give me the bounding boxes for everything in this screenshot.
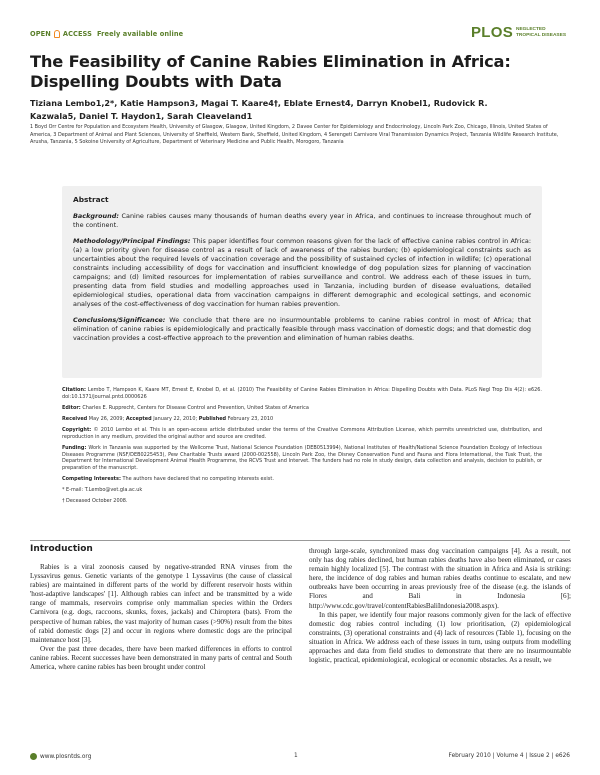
intro-paragraph-2: Over the past three decades, there have been marked differences in efforts to control canine rabies. Recent successes have been demonstrated in many parts of central and South America, where canine rabies has been brought under control <box>30 644 292 672</box>
article-title: The Feasibility of Canine Rabies Elimination in Africa: Dispelling Doubts with Data <box>30 52 511 91</box>
background-label: Background: <box>73 212 119 220</box>
authors-line-1: Tiziana Lembo1,2*, Katie Hampson3, Magai T. Kaare4†, Eblate Ernest4, Darryn Knobel1, Rudovick R. <box>30 98 488 108</box>
plos-wordmark: PLOS <box>470 24 513 41</box>
open-label: OPEN <box>30 30 51 38</box>
journal-name: NEGLECTED TROPICAL DISEASES <box>516 27 567 38</box>
plos-globe-icon <box>30 753 37 760</box>
intro-paragraph-1: Rabies is a viral zoonosis caused by negative-stranded RNA viruses from the Lyssavirus genus. Genetic variants of the genotype 1 Lyssavirus (the cause of classical rabies) are maintained in different parts of the world by different reservoir hosts within 'host-adaptive landscapes' [1]. Although rabies can infect and be transmitted by a wide range of mammals, reservoirs comprise only mammalian species within the Orders Carnivora (e.g. dogs, raccoons, skunks, foxes, jackals) and Chiroptera (bats). From the perspective of human rabies, the vast majority of human cases (>90%) result from the bites of rabid domestic dogs [2] and occur in regions where domestic dogs are the principal maintenance host [3]. <box>30 563 292 644</box>
authors-line-2: Kazwala5, Daniel T. Haydon1, Sarah Cleaveland1 <box>30 110 253 121</box>
open-access-lock-icon <box>54 30 60 38</box>
abstract-heading: Abstract <box>73 195 109 204</box>
section-divider <box>30 540 570 541</box>
footer-url[interactable] <box>30 753 91 760</box>
methods-label: Methodology/Principal Findings: <box>73 237 191 245</box>
abstract-conclusions: Conclusions/Significance: We conclude that there are no insurmountable problems to canine rabies control in most of Africa; that elimination of canine rabies is epidemiologically and practically feasible through mass vaccination of domestic dogs; and that domestic dog vaccination provides a cost-effective approach to the prevention and elimination of human rabies deaths. <box>73 316 531 342</box>
intro-paragraph-3: through large-scale, synchronized mass dog vaccination campaigns [4]. As a result, not only has dog rabies declined, but human rabies deaths have also been eliminated, or cases remain highly localized [5]. The contrast with the situation in Africa and Asia is striking: here, the incidence of dog rabies and human rabies deaths continue to escalate, and new outbreaks have been occurring in areas previously free of the disease (e.g. the islands of Flores and Bali in Indonesia [6]; http://www.cdc.gov/travel/contentRabiesBaliIndonesia2008.aspx). <box>309 547 571 610</box>
dates: Received May 26, 2009; Accepted January 22, 2010; Published February 23, 2010 <box>62 415 274 422</box>
introduction-heading: Introduction <box>30 544 93 554</box>
abstract-box <box>62 186 542 378</box>
open-access-label <box>30 30 183 38</box>
plos-logo <box>471 24 570 41</box>
author-list <box>30 97 570 122</box>
access-label: ACCESS <box>62 30 92 38</box>
body-column-left <box>30 563 292 672</box>
body-column-right <box>309 547 571 665</box>
editor: Editor: Charles E. Rupprecht, Centers for Disease Control and Prevention, United States of America <box>62 404 309 411</box>
funding: Funding: Work in Tanzania was supported by the Wellcome Trust, National Science Foundation (DEB0513994), National Institutes of Health/National Science Foundation Ecology of Infectious Diseases Programme (NSF/DEB0225453), Pew Charitable Trusts award (2000-002558), Lincoln Park Zoo, the Disney Conservation Fund and Fauna and Flora International, the Tusk Trust, the Department for International Development Animal Health Programme, the RCVS Trust and Intervet. The funders had no role in study design, data collection and analysis, decision to publish, or preparation of the manuscript. <box>62 444 542 471</box>
deceased-note: † Deceased October 2008. <box>62 498 128 505</box>
competing-interests: Competing Interests: The authors have declared that no competing interests exist. <box>62 475 274 482</box>
corresponding-email[interactable]: * E-mail: T.Lembo@vet.gla.ac.uk <box>62 487 143 494</box>
affiliations: 1 Boyd Orr Centre for Population and Ecosystem Health, University of Glasgow, Glasgow, United Kingdom, 2 Davee Center for Epidemiology and Endocrinology, Lincoln Park Zoo, Chicago, Illinois, United States of America, 3 Department of Animal and Plant Sciences, University of Sheffield, Western Bank, Sheffield, United Kingdom, 4 Serengeti Carnivore Viral Transmission Dynamics Project, Tanzania Wildlife Research Institute, Arusha, Tanzania, 5 Sokoine University of Agriculture, Department of Veterinary Medicine and Public Health, Morogoro, Tanzania <box>30 124 559 146</box>
conclusions-label: Conclusions/Significance: <box>73 316 166 324</box>
copyright: Copyright: © 2010 Lembo et al. This is an open-access article distributed under the terms of the Creative Commons Attribution License, which permits unrestricted use, distribution, and reproduction in any medium, provided the original author and source are credited. <box>62 427 542 440</box>
page-number: 1 <box>294 753 298 759</box>
footer-url-text: www.plosntds.org <box>40 753 92 760</box>
page-footer <box>30 753 570 763</box>
intro-paragraph-4: In this paper, we identify four major reasons commonly given for the lack of effective domestic dog rabies control including (1) low prioritisation, (2) epidemiological constraints, (3) operational constraints and (4) lack of resources (Table 1), focusing on the situation in Africa. We address each of these issues in turn, using outputs from modelling approaches and data from field studies to demonstrate that there are no insurmountable logistic, practical, epidemiological, ecological or economic obstacles. As a result, we <box>309 610 571 665</box>
issue-info: February 2010 | Volume 4 | Issue 2 | e626 <box>448 753 570 759</box>
article-metadata <box>62 387 542 509</box>
citation: Citation: Lembo T, Hampson K, Kaare MT, Ernest E, Knobel D, et al. (2010) The Feasibility of Canine Rabies Elimination in Africa: Dispelling Doubts with Data. PLoS Negl Trop Dis 4(2): e626. doi:10.1371/journal.pntd.0000626 <box>62 387 542 400</box>
abstract-methods: Methodology/Principal Findings: This paper identifies four common reasons given for the lack of effective canine rabies control in Africa: (a) a low priority given for disease control as a result of lack of awareness of the rabies burden; (b) epidemiological constraints such as uncertainties about the required levels of vaccination coverage and the possibility of sustained cycles of infection in wildlife; (c) operational constraints including accessibility of dogs for vaccination and insufficient knowledge of dog population sizes for planning of vaccination campaigns; and (d) limited resources for implementation of rabies surveillance and control. We address each of these issues in turn, presenting data from field studies and modelling approaches used in Tanzania, including burden of disease evaluations, detailed epidemiological studies, operational data from vaccination campaigns in different demographic and ecological settings, and economic analyses of the cost-effectiveness of dog vaccination for human rabies prevention. <box>73 237 531 308</box>
abstract-background: Background: Canine rabies causes many thousands of human deaths every year in Africa, and continues to increase throughout much of the continent. <box>73 212 531 229</box>
freely-available-label: Freely available online <box>96 30 184 38</box>
journal-header <box>30 24 570 46</box>
